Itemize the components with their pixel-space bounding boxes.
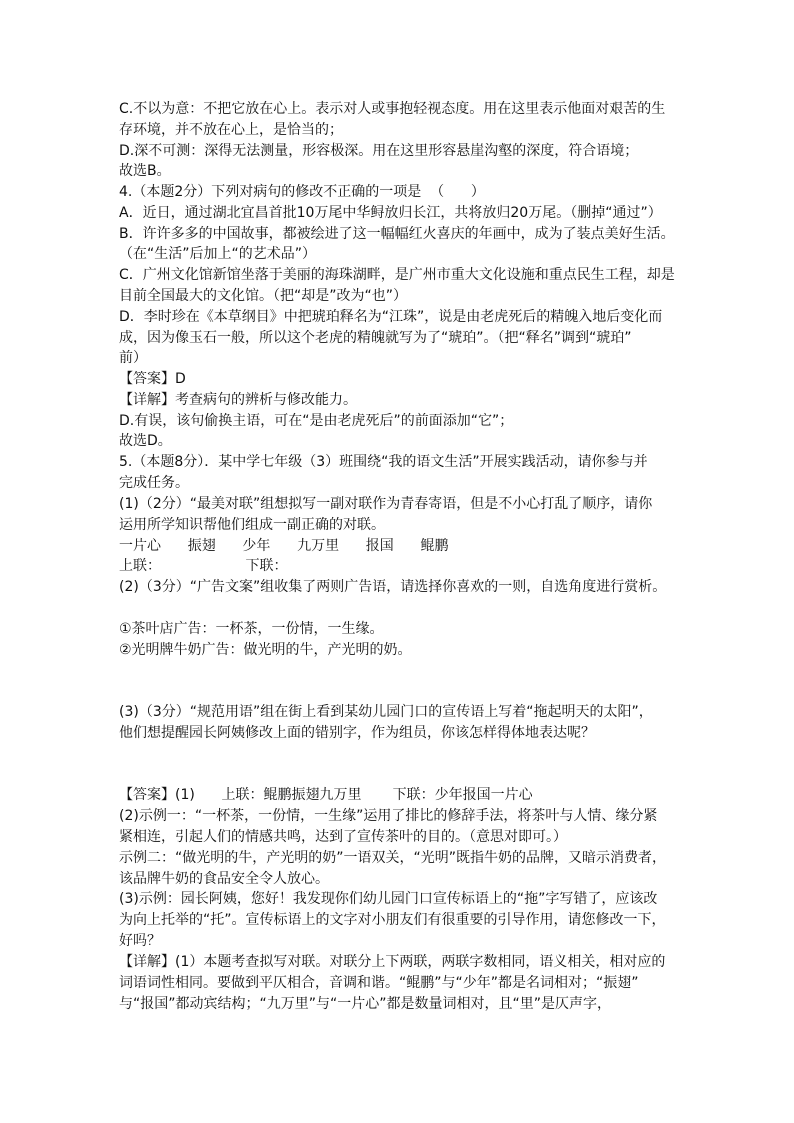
subquestion-1: (1)（2分）“最美对联”组想拟写一副对联作为青春寄语，但是不小心打乱了顺序，请你 [119,496,653,512]
text-line: 故选B。 [119,163,171,179]
explanation-label: 【详解】(1）本题考查拟写对联。对联分上下两联，两联字数相同，语义相关，相对应的 [119,954,666,970]
text-line: D.深不可测：深得无法测量，形容极深。用在这里形容悬崖沟壑的深度，符合语境； [119,143,639,159]
text-line: 词语词性相同。要做到平仄相合，音调和谐。“鲲鹏”与“少年”都是名词相对；“振翅” [119,975,639,991]
text-line: 他们想提醒园长阿姨修改上面的错别字，作为组员，你该怎样得体地表达呢？ [119,725,595,741]
text-line: 该品牌牛奶的食品安全令人放心。 [119,871,329,887]
text-line: 成，因为像玉石一般，所以这个老虎的精魄就写为了“琥珀”。（把“释名”调到“琥珀” [119,330,632,346]
text-line: 好吗？ [119,933,161,949]
text-line: 为向上托举的“托”。宣传标语上的文字对小朋友们有很重要的引导作用，请您修改一下， [119,912,666,928]
couplet-words: 一片心 振翅 少年 九万里 报国 鲲鹏 [119,538,449,554]
text-line: 目前全国最大的文化馆。（把“却是”改为“也”） [119,288,408,304]
text-line: 示例二：“做光明的牛，产光明的奶”一语双关，“光明”既指牛奶的品牌，又暗示消费者， [119,850,667,866]
question-4-stem: 4.（本题2分）下列对病句的修改不正确的一项是 （ ） [119,184,485,200]
text-line: (3)示例：园长阿姨，您好！我发现你们幼儿园门口宣传标语上的“拖”字写错了，应该改 [119,891,658,907]
text-line: (2)示例一：“一杯茶，一份情，一生缘”运用了排比的修辞手法，将茶叶与人情、缘分紧 [119,808,658,824]
ad-2: ②光明牌牛奶广告：做光明的牛，产光明的奶。 [119,642,412,658]
text-line: （在“生活”后加上“的艺术品”） [119,246,317,262]
text-line: 与“报国”都动宾结构；“九万里”与“一片心”都是数量词相对，且“里”是仄声字， [119,996,612,1012]
answer-label: 【答案】(1) 上联：鲲鹏振翅九万里 下联：少年报国一片心 [119,787,533,803]
subquestion-2: (2)（3分）“广告文案”组收集了两则广告语，请选择你喜欢的一则，自选角度进行赏析。 [119,579,667,595]
text-line: D.有误，该句偷换主语，可在“是由老虎死后”的前面添加“它”； [119,413,514,429]
text-line: 故选D。 [119,433,172,449]
option-a: A．近日，通过湖北宜昌首批10万尾中华鲟放归长江，共将放归20万尾。（删掉“通过”） [119,205,662,221]
text-line: 前） [119,350,147,366]
answer-label: 【答案】D [119,371,186,387]
text-line: 存环境，并不放在心上，是恰当的； [119,122,343,138]
text-line: 紧相连，引起人们的情感共鸣，达到了宣传茶叶的目的。（意思对即可。） [119,829,567,845]
option-d: D．李时珍在《本草纲目》中把琥珀释名为“江珠”，说是由老虎死后的精魄入地后变化而 [119,309,663,325]
option-b: B．许许多多的中国故事，都被绘进了这一幅幅红火喜庆的年画中，成为了装点美好生活。 [119,226,675,242]
question-5-stem: 5.（本题8分）．某中学七年级（3）班围绕“我的语文生活”开展实践活动，请你参与并 [119,454,648,470]
ad-1: ①茶叶店广告：一杯茶，一份情，一生缘。 [119,621,384,637]
option-c: C．广州文化馆新馆坐落于美丽的海珠湖畔，是广州市重大文化设施和重点民生工程，却是 [119,267,675,283]
text-line: 完成任务。 [119,475,189,491]
subquestion-3: (3)（3分）“规范用语”组在街上看到某幼儿园门口的宣传语上写着“拖起明天的太阳”， [119,704,653,720]
text-line: C.不以为意：不把它放在心上。表示对人或事抱轻视态度。用在这里表示他面对艰苦的生 [119,101,666,117]
explanation-label: 【详解】考查病句的辨析与修改能力。 [119,392,357,408]
text-line: 运用所学知识帮他们组成一副正确的对联。 [119,517,385,533]
couplet-blanks: 上联： 下联： [119,558,288,574]
